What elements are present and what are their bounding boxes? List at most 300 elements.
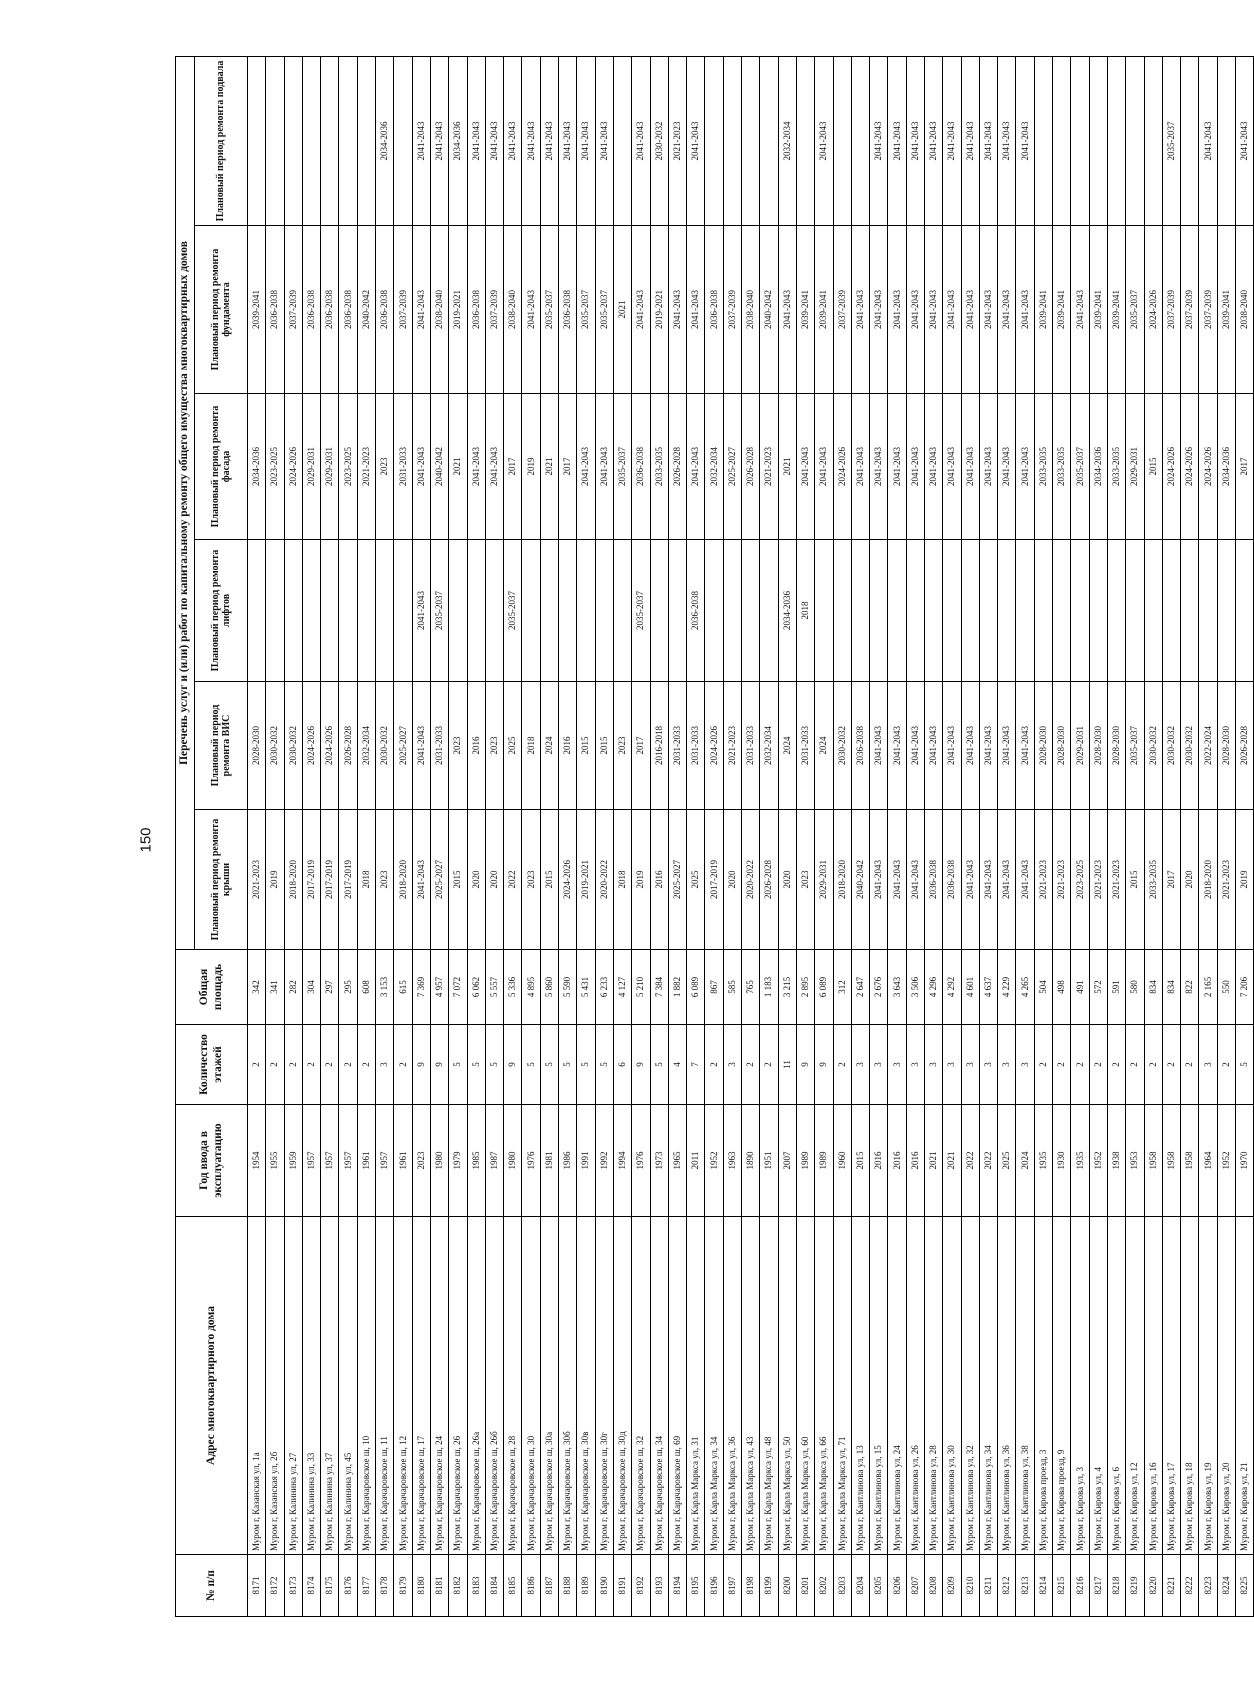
- cell-lift-period: [595, 540, 613, 682]
- cell-area: 498: [1053, 950, 1071, 1025]
- cell-basement-period: 2032-2034: [778, 56, 796, 225]
- cell-year: 1958: [1162, 1105, 1180, 1217]
- cell-num: 8224: [1217, 1555, 1235, 1617]
- cell-address: Муром г, Кирова ул, 12: [1126, 1217, 1144, 1555]
- cell-vis-period: 2017: [632, 682, 650, 810]
- cell-vis-period: 2021-2023: [723, 682, 741, 810]
- cell-vis-period: 2029-2031: [1071, 682, 1089, 810]
- cell-vis-period: 2023: [485, 682, 503, 810]
- cell-roof-period: 2018-2020: [394, 810, 412, 950]
- cell-year: 1938: [1107, 1105, 1125, 1217]
- table-row: [540, 56, 558, 1616]
- table-row: [870, 56, 888, 1616]
- cell-lift-period: [302, 540, 320, 682]
- cell-vis-period: 2041-2043: [998, 682, 1016, 810]
- cell-foundation-period: 2024-2026: [1144, 226, 1162, 394]
- cell-year: 1989: [815, 1105, 833, 1217]
- cell-floors: 9: [632, 1025, 650, 1105]
- cell-area: 834: [1144, 950, 1162, 1025]
- cell-address: Муром г, Казанская ул, 1а: [248, 1217, 266, 1555]
- cell-foundation-period: 2039-2041: [1053, 226, 1071, 394]
- cell-vis-period: 2036-2038: [851, 682, 869, 810]
- cell-area: 297: [321, 950, 339, 1025]
- cell-roof-period: 2020: [467, 810, 485, 950]
- cell-address: Муром г, Карла Маркса ул, 66: [815, 1217, 833, 1555]
- cell-num: 8200: [778, 1555, 796, 1617]
- cell-address: Муром г, Карачаровское ш, 26а: [467, 1217, 485, 1555]
- cell-year: 2021: [943, 1105, 961, 1217]
- cell-area: 4 601: [961, 950, 979, 1025]
- cell-num: 8212: [998, 1555, 1016, 1617]
- cell-basement-period: [1071, 56, 1089, 225]
- cell-area: 4 265: [1016, 950, 1034, 1025]
- cell-floors: 5: [595, 1025, 613, 1105]
- cell-floors: 2: [1107, 1025, 1125, 1105]
- table-row: [778, 56, 796, 1616]
- cell-basement-period: [851, 56, 869, 225]
- cell-basement-period: 2041-2043: [577, 56, 595, 225]
- table-row: [1034, 56, 1052, 1616]
- cell-year: 2022: [979, 1105, 997, 1217]
- cell-num: 8222: [1181, 1555, 1199, 1617]
- cell-address: Муром г, Кантлинова ул, 28: [924, 1217, 942, 1555]
- cell-year: 2015: [851, 1105, 869, 1217]
- table-row: [1126, 56, 1144, 1616]
- cell-floors: 5: [559, 1025, 577, 1105]
- cell-vis-period: 2028-2030: [1053, 682, 1071, 810]
- cell-area: 591: [1107, 950, 1125, 1025]
- cell-year: 1980: [504, 1105, 522, 1217]
- cell-foundation-period: 2041-2043: [851, 226, 869, 394]
- cell-address: Муром г, Карла Маркса ул, 34: [705, 1217, 723, 1555]
- cell-area: 4 637: [979, 950, 997, 1025]
- cell-num: 8199: [760, 1555, 778, 1617]
- cell-floors: 2: [394, 1025, 412, 1105]
- cell-area: 7 072: [449, 950, 467, 1025]
- cell-address: Муром г, Карачаровское ш, 30б: [559, 1217, 577, 1555]
- cell-facade-period: 2029-2031: [321, 394, 339, 540]
- cell-address: Муром г, Карла Маркса ул, 31: [687, 1217, 705, 1555]
- cell-address: Муром г, Карла Маркса ул, 43: [742, 1217, 760, 1555]
- cell-foundation-period: 2019-2021: [449, 226, 467, 394]
- cell-facade-period: 2024-2026: [1199, 394, 1217, 540]
- cell-facade-period: 2041-2043: [998, 394, 1016, 540]
- table-row: [1053, 56, 1071, 1616]
- cell-roof-period: 2041-2043: [1016, 810, 1034, 950]
- cell-area: 7 206: [1236, 950, 1254, 1025]
- cell-roof-period: 2018: [613, 810, 631, 950]
- table-row: [613, 56, 631, 1616]
- cell-vis-period: 2024: [815, 682, 833, 810]
- cell-roof-period: 2025-2027: [430, 810, 448, 950]
- cell-year: 1986: [559, 1105, 577, 1217]
- cell-vis-period: 2015: [595, 682, 613, 810]
- cell-facade-period: 2041-2043: [595, 394, 613, 540]
- cell-foundation-period: 2037-2039: [723, 226, 741, 394]
- cell-lift-period: [1126, 540, 1144, 682]
- cell-num: 8216: [1071, 1555, 1089, 1617]
- cell-vis-period: 2016: [467, 682, 485, 810]
- cell-vis-period: 2028-2030: [1107, 682, 1125, 810]
- cell-lift-period: [833, 540, 851, 682]
- table-row: [888, 56, 906, 1616]
- cell-facade-period: 2017: [559, 394, 577, 540]
- cell-area: 3 215: [778, 950, 796, 1025]
- cell-address: Муром г, Карачаровское ш, 30в: [577, 1217, 595, 1555]
- cell-lift-period: [613, 540, 631, 682]
- cell-year: 1958: [1144, 1105, 1162, 1217]
- cell-area: 491: [1071, 950, 1089, 1025]
- cell-foundation-period: 2036-2038: [321, 226, 339, 394]
- cell-area: 2 676: [870, 950, 888, 1025]
- cell-roof-period: 2017: [1162, 810, 1180, 950]
- cell-year: 2024: [1016, 1105, 1034, 1217]
- cell-lift-period: [266, 540, 284, 682]
- cell-roof-period: 2021-2023: [1053, 810, 1071, 950]
- table-row: [760, 56, 778, 1616]
- cell-area: 341: [266, 950, 284, 1025]
- cell-lift-period: [668, 540, 686, 682]
- cell-year: 1976: [522, 1105, 540, 1217]
- cell-floors: 3: [851, 1025, 869, 1105]
- cell-num: 8202: [815, 1555, 833, 1617]
- table-row: [485, 56, 503, 1616]
- cell-basement-period: [613, 56, 631, 225]
- cell-roof-period: 2040-2042: [851, 810, 869, 950]
- cell-floors: 2: [357, 1025, 375, 1105]
- cell-lift-period: [815, 540, 833, 682]
- cell-address: Муром г, Карачаровское ш, 32: [632, 1217, 650, 1555]
- table-row: [998, 56, 1016, 1616]
- cell-foundation-period: 2040-2042: [357, 226, 375, 394]
- cell-vis-period: 2015: [577, 682, 595, 810]
- cell-num: 8221: [1162, 1555, 1180, 1617]
- cell-address: Муром г, Кантлинова ул, 26: [906, 1217, 924, 1555]
- cell-year: 2023: [412, 1105, 430, 1217]
- cell-vis-period: 2030-2032: [1162, 682, 1180, 810]
- cell-vis-period: 2023: [613, 682, 631, 810]
- cell-lift-period: [650, 540, 668, 682]
- cell-foundation-period: 2037-2039: [394, 226, 412, 394]
- cell-basement-period: 2041-2043: [467, 56, 485, 225]
- cell-basement-period: 2041-2043: [961, 56, 979, 225]
- cell-facade-period: 2041-2043: [851, 394, 869, 540]
- cell-lift-period: [376, 540, 394, 682]
- cell-floors: 2: [302, 1025, 320, 1105]
- cell-vis-period: 2024: [540, 682, 558, 810]
- cell-lift-period: [723, 540, 741, 682]
- cell-address: Муром г, Кирова ул, 18: [1181, 1217, 1199, 1555]
- capital-repair-table: [175, 56, 1254, 1617]
- cell-lift-period: [339, 540, 357, 682]
- cell-area: 608: [357, 950, 375, 1025]
- cell-vis-period: 2031-2033: [430, 682, 448, 810]
- cell-address: Муром г, Карла Маркса ул, 36: [723, 1217, 741, 1555]
- cell-lift-period: [1199, 540, 1217, 682]
- cell-num: 8195: [687, 1555, 705, 1617]
- cell-vis-period: 2016: [559, 682, 577, 810]
- cell-lift-period: [742, 540, 760, 682]
- cell-lift-period: [284, 540, 302, 682]
- cell-basement-period: 2021-2023: [668, 56, 686, 225]
- cell-vis-period: 2031-2033: [668, 682, 686, 810]
- cell-address: Муром г, Кирова ул, 21: [1236, 1217, 1254, 1555]
- cell-foundation-period: 2037-2039: [833, 226, 851, 394]
- cell-basement-period: [1126, 56, 1144, 225]
- cell-address: Муром г, Кантлинова ул, 32: [961, 1217, 979, 1555]
- cell-address: Муром г, Карла Маркса ул, 48: [760, 1217, 778, 1555]
- cell-roof-period: 2020: [778, 810, 796, 950]
- cell-facade-period: 2017: [1236, 394, 1254, 540]
- cell-area: 2 165: [1199, 950, 1217, 1025]
- cell-basement-period: 2041-2043: [943, 56, 961, 225]
- cell-area: 1 882: [668, 950, 686, 1025]
- cell-lift-period: [357, 540, 375, 682]
- cell-area: 580: [1126, 950, 1144, 1025]
- cell-floors: 6: [613, 1025, 631, 1105]
- cell-facade-period: 2024-2026: [833, 394, 851, 540]
- cell-facade-period: 2029-2031: [302, 394, 320, 540]
- cell-lift-period: [924, 540, 942, 682]
- cell-year: 1930: [1053, 1105, 1071, 1217]
- cell-vis-period: 2028-2030: [1217, 682, 1235, 810]
- cell-lift-period: [1217, 540, 1235, 682]
- cell-floors: 2: [248, 1025, 266, 1105]
- cell-lift-period: [1162, 540, 1180, 682]
- table-row: [248, 56, 266, 1616]
- cell-facade-period: 2032-2034: [705, 394, 723, 540]
- cell-foundation-period: 2035-2037: [577, 226, 595, 394]
- cell-basement-period: [833, 56, 851, 225]
- table-row: [357, 56, 375, 1616]
- table-row: [650, 56, 668, 1616]
- cell-roof-period: 2019: [266, 810, 284, 950]
- cell-num: 8204: [851, 1555, 869, 1617]
- cell-facade-period: 2041-2043: [979, 394, 997, 540]
- header-address: Адрес многоквартирного дома: [176, 1217, 248, 1555]
- cell-year: 1979: [449, 1105, 467, 1217]
- table-row: [668, 56, 686, 1616]
- cell-roof-period: 2018-2020: [833, 810, 851, 950]
- table-row: [742, 56, 760, 1616]
- cell-basement-period: 2041-2043: [632, 56, 650, 225]
- cell-floors: 2: [339, 1025, 357, 1105]
- cell-num: 8217: [1089, 1555, 1107, 1617]
- cell-facade-period: 2035-2037: [1071, 394, 1089, 540]
- cell-lift-period: [394, 540, 412, 682]
- cell-lift-period: [522, 540, 540, 682]
- cell-address: Муром г, Кантлинова ул, 30: [943, 1217, 961, 1555]
- cell-floors: 2: [1071, 1025, 1089, 1105]
- cell-facade-period: 2041-2043: [906, 394, 924, 540]
- cell-area: 4 292: [943, 950, 961, 1025]
- cell-facade-period: 2034-2036: [1089, 394, 1107, 540]
- cell-facade-period: 2025-2027: [723, 394, 741, 540]
- cell-foundation-period: 2038-2040: [742, 226, 760, 394]
- cell-foundation-period: 2041-2043: [998, 226, 1016, 394]
- cell-year: 1991: [577, 1105, 595, 1217]
- cell-floors: 5: [467, 1025, 485, 1105]
- cell-num: 8192: [632, 1555, 650, 1617]
- cell-floors: 3: [961, 1025, 979, 1105]
- cell-area: 5 860: [540, 950, 558, 1025]
- cell-area: 822: [1181, 950, 1199, 1025]
- cell-roof-period: 2021-2023: [1034, 810, 1052, 950]
- cell-vis-period: 2041-2043: [870, 682, 888, 810]
- cell-year: 1951: [760, 1105, 778, 1217]
- cell-foundation-period: 2036-2038: [339, 226, 357, 394]
- cell-lift-period: [1181, 540, 1199, 682]
- cell-foundation-period: 2041-2043: [687, 226, 705, 394]
- cell-facade-period: 2021: [540, 394, 558, 540]
- rotated-table-container: [175, 57, 1250, 1617]
- cell-area: 4 127: [613, 950, 631, 1025]
- cell-basement-period: [1181, 56, 1199, 225]
- cell-basement-period: [394, 56, 412, 225]
- cell-area: 2 895: [796, 950, 814, 1025]
- cell-vis-period: 2041-2043: [888, 682, 906, 810]
- cell-roof-period: 2041-2043: [412, 810, 430, 950]
- cell-num: 8210: [961, 1555, 979, 1617]
- cell-address: Муром г, Карачаровское ш, 12: [394, 1217, 412, 1555]
- table-row: [1236, 56, 1254, 1616]
- table-row: [595, 56, 613, 1616]
- cell-floors: 5: [650, 1025, 668, 1105]
- cell-lift-period: 2036-2038: [687, 540, 705, 682]
- cell-year: 2021: [924, 1105, 942, 1217]
- cell-year: 1970: [1236, 1105, 1254, 1217]
- cell-floors: 9: [412, 1025, 430, 1105]
- header-roof: Плановый период ремонта крыши: [195, 810, 248, 950]
- cell-year: 2025: [998, 1105, 1016, 1217]
- cell-roof-period: 2033-2035: [1144, 810, 1162, 950]
- cell-basement-period: [723, 56, 741, 225]
- header-num: № п/п: [176, 1555, 248, 1617]
- cell-foundation-period: 2039-2041: [1089, 226, 1107, 394]
- cell-address: Муром г, Карачаровское ш, 17: [412, 1217, 430, 1555]
- cell-basement-period: 2041-2043: [1016, 56, 1034, 225]
- cell-lift-period: [760, 540, 778, 682]
- cell-facade-period: 2021: [778, 394, 796, 540]
- cell-vis-period: 2024: [778, 682, 796, 810]
- cell-floors: 3: [723, 1025, 741, 1105]
- header-facade: Плановый период ремонта фасада: [195, 394, 248, 540]
- cell-floors: 2: [1053, 1025, 1071, 1105]
- cell-floors: 9: [796, 1025, 814, 1105]
- cell-vis-period: 2016-2018: [650, 682, 668, 810]
- cell-address: Муром г, Кантлинова ул, 24: [888, 1217, 906, 1555]
- cell-roof-period: 2023: [376, 810, 394, 950]
- cell-roof-period: 2036-2038: [924, 810, 942, 950]
- table-row: [961, 56, 979, 1616]
- cell-num: 8223: [1199, 1555, 1217, 1617]
- cell-vis-period: 2028-2030: [248, 682, 266, 810]
- cell-area: 572: [1089, 950, 1107, 1025]
- cell-lift-period: [540, 540, 558, 682]
- cell-basement-period: 2041-2043: [485, 56, 503, 225]
- cell-floors: 3: [979, 1025, 997, 1105]
- cell-foundation-period: 2041-2043: [888, 226, 906, 394]
- cell-floors: 2: [1144, 1025, 1162, 1105]
- cell-year: 1963: [723, 1105, 741, 1217]
- cell-lift-period: [979, 540, 997, 682]
- cell-year: 1953: [1126, 1105, 1144, 1217]
- cell-basement-period: 2041-2043: [1199, 56, 1217, 225]
- cell-num: 8218: [1107, 1555, 1125, 1617]
- cell-vis-period: 2022-2024: [1199, 682, 1217, 810]
- cell-vis-period: 2032-2034: [357, 682, 375, 810]
- cell-year: 1981: [540, 1105, 558, 1217]
- cell-foundation-period: 2039-2041: [1107, 226, 1125, 394]
- cell-num: 8174: [302, 1555, 320, 1617]
- cell-foundation-period: 2041-2043: [522, 226, 540, 394]
- cell-lift-period: 2041-2043: [412, 540, 430, 682]
- cell-address: Муром г, Кирова ул, 6: [1107, 1217, 1125, 1555]
- cell-address: Муром г, Кирова ул, 4: [1089, 1217, 1107, 1555]
- cell-num: 8181: [430, 1555, 448, 1617]
- cell-lift-period: [559, 540, 577, 682]
- cell-facade-period: 2033-2035: [1053, 394, 1071, 540]
- table-row: [302, 56, 320, 1616]
- cell-foundation-period: 2036-2038: [467, 226, 485, 394]
- cell-num: 8180: [412, 1555, 430, 1617]
- table-row: [504, 56, 522, 1616]
- cell-floors: 3: [376, 1025, 394, 1105]
- cell-address: Муром г, Карачаровское ш, 24: [430, 1217, 448, 1555]
- cell-roof-period: 2017-2019: [339, 810, 357, 950]
- cell-address: Муром г, Карачаровское ш, 26б: [485, 1217, 503, 1555]
- cell-foundation-period: 2041-2043: [668, 226, 686, 394]
- cell-num: 8190: [595, 1555, 613, 1617]
- cell-area: 5 590: [559, 950, 577, 1025]
- cell-facade-period: 2023-2025: [339, 394, 357, 540]
- cell-foundation-period: 2039-2041: [1034, 226, 1052, 394]
- cell-lift-period: [1089, 540, 1107, 682]
- cell-vis-period: 2041-2043: [1016, 682, 1034, 810]
- cell-lift-period: [888, 540, 906, 682]
- cell-lift-period: [449, 540, 467, 682]
- cell-num: 8197: [723, 1555, 741, 1617]
- cell-basement-period: [1089, 56, 1107, 225]
- cell-floors: 4: [668, 1025, 686, 1105]
- cell-num: 8205: [870, 1555, 888, 1617]
- cell-area: 4 895: [522, 950, 540, 1025]
- cell-floors: 2: [1217, 1025, 1235, 1105]
- cell-floors: 3: [998, 1025, 1016, 1105]
- cell-basement-period: [760, 56, 778, 225]
- table-row: [1144, 56, 1162, 1616]
- cell-num: 8171: [248, 1555, 266, 1617]
- cell-floors: 5: [577, 1025, 595, 1105]
- cell-year: 1952: [1089, 1105, 1107, 1217]
- cell-area: 3 643: [888, 950, 906, 1025]
- cell-year: 2016: [888, 1105, 906, 1217]
- table-row: [833, 56, 851, 1616]
- table-row: [430, 56, 448, 1616]
- cell-foundation-period: 2038-2040: [504, 226, 522, 394]
- table-row: [924, 56, 942, 1616]
- cell-roof-period: 2021-2023: [1107, 810, 1125, 950]
- cell-basement-period: 2041-2043: [924, 56, 942, 225]
- cell-roof-period: 2015: [449, 810, 467, 950]
- cell-floors: 3: [1016, 1025, 1034, 1105]
- cell-foundation-period: 2037-2039: [485, 226, 503, 394]
- cell-facade-period: 2024-2026: [284, 394, 302, 540]
- cell-basement-period: 2034-2036: [376, 56, 394, 225]
- cell-facade-period: 2024-2026: [1162, 394, 1180, 540]
- cell-basement-period: 2035-2037: [1162, 56, 1180, 225]
- cell-roof-period: 2016: [650, 810, 668, 950]
